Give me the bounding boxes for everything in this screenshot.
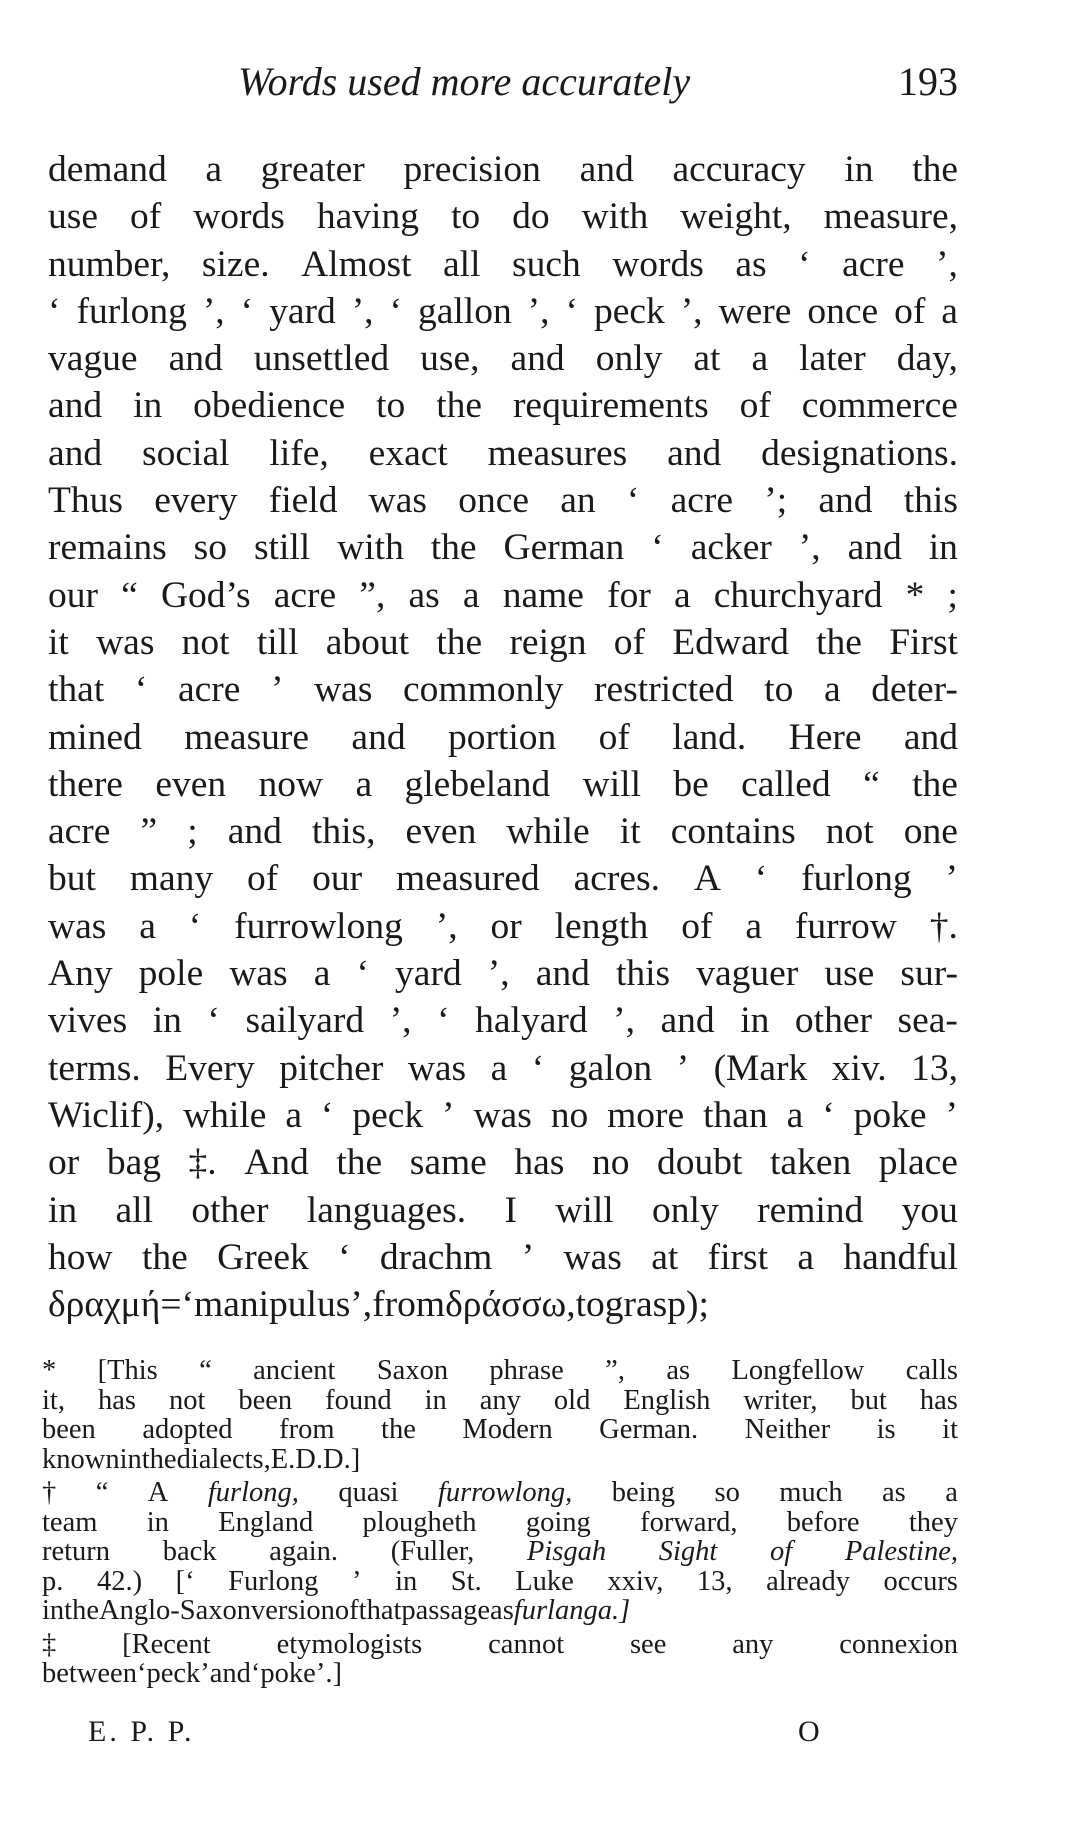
- footnote-line: team in England plougheth going forward, before they: [42, 1506, 958, 1538]
- footnote-line: ‡ [Recent etymologists cannot see any connexion: [42, 1628, 958, 1660]
- page-number: 193: [898, 59, 958, 104]
- body-line: and social life, exact measures and designations.: [48, 432, 958, 474]
- body-line: Thus every field was once an ‘ acre ’; and this: [48, 480, 958, 522]
- body-line: and in obedience to the requirements of commerce: [48, 385, 958, 427]
- footnote-line: † “ A furlong, quasi furrowlong, being so much as a: [42, 1477, 958, 1508]
- body-line: acre ” ; and this, even while it contains not one: [48, 811, 958, 853]
- body-line: Wiclif), while a ‘ peck ’ was no more than a ‘ poke ’: [48, 1094, 958, 1136]
- body-line: terms. Every pitcher was a ‘ galon ’ (Mark xiv. 13,: [48, 1047, 958, 1089]
- footnote-line: between ‘ peck ’ and ‘ poke ’.]: [42, 1658, 342, 1689]
- body-line: there even now a glebeland will be called “ the: [48, 763, 958, 805]
- body-line: remains so still with the German ‘ acker ’, and in: [48, 527, 958, 569]
- body-line: δραχμή = ‘ manipulus ’, from δράσσω, to grasp) ;: [48, 1284, 709, 1326]
- body-line: was a ‘ furrowlong ’, or length of a furrow †.: [48, 905, 958, 947]
- body-line: our “ God’s acre ”, as a name for a churchyard * ;: [48, 574, 958, 616]
- running-title: Words used more accurately: [238, 59, 691, 104]
- page-header: [48, 52, 958, 112]
- footnote-line: return back again. (Fuller, Pisgah Sight of Palestine,: [42, 1536, 958, 1567]
- body-line: ‘ furlong ’, ‘ yard ’, ‘ gallon ’, ‘ peck ’, were once of a: [48, 290, 958, 332]
- body-line: number, size. Almost all such words as ‘ acre ’,: [48, 243, 958, 285]
- body-line: how the Greek ‘ drachm ’ was at first a handful: [48, 1236, 958, 1278]
- footnote: [42, 1356, 958, 1474]
- footnotes: [42, 1356, 958, 1689]
- body-line: that ‘ acre ’ was commonly restricted to a deter-: [48, 669, 958, 711]
- footnote-line: known in the dialects, E.D.D.]: [42, 1443, 361, 1475]
- page-footer: [48, 1712, 958, 1752]
- footnote: [42, 1630, 958, 1689]
- footnote-line: it, has not been found in any old English writer, but has: [42, 1384, 958, 1416]
- footnote-line: in the Anglo-Saxon version of that passage as furlanga.]: [42, 1595, 631, 1626]
- body-line: Any pole was a ‘ yard ’, and this vaguer use sur-: [48, 953, 958, 995]
- footnote-line: been adopted from the Modern German. Neither is it: [42, 1414, 958, 1445]
- body-text: [48, 146, 958, 1328]
- footnote-line: p. 42.) [‘ Furlong ’ in St. Luke xxiv, 13, already occurs: [42, 1565, 958, 1597]
- body-line: vives in ‘ sailyard ’, ‘ halyard ’, and in other sea-: [48, 1000, 958, 1042]
- footnote-line: * [This “ ancient Saxon phrase ”, as Longfellow calls: [42, 1355, 958, 1386]
- footnote: [42, 1478, 958, 1626]
- body-line: vague and unsettled use, and only at a later day,: [48, 338, 958, 380]
- body-line: in all other languages. I will only remind you: [48, 1189, 958, 1231]
- body-line: it was not till about the reign of Edward the First: [48, 621, 958, 663]
- body-line: or bag ‡. And the same has no doubt taken place: [48, 1142, 958, 1184]
- body-line: use of words having to do with weight, measure,: [48, 196, 958, 238]
- body-line: mined measure and portion of land. Here and: [48, 716, 958, 758]
- signature-mark: E. P. P.: [88, 1715, 195, 1748]
- sheet-mark: O: [798, 1715, 820, 1748]
- body-line: but many of our measured acres. A ‘ furlong ’: [48, 858, 958, 900]
- body-line: demand a greater precision and accuracy in the: [48, 149, 958, 190]
